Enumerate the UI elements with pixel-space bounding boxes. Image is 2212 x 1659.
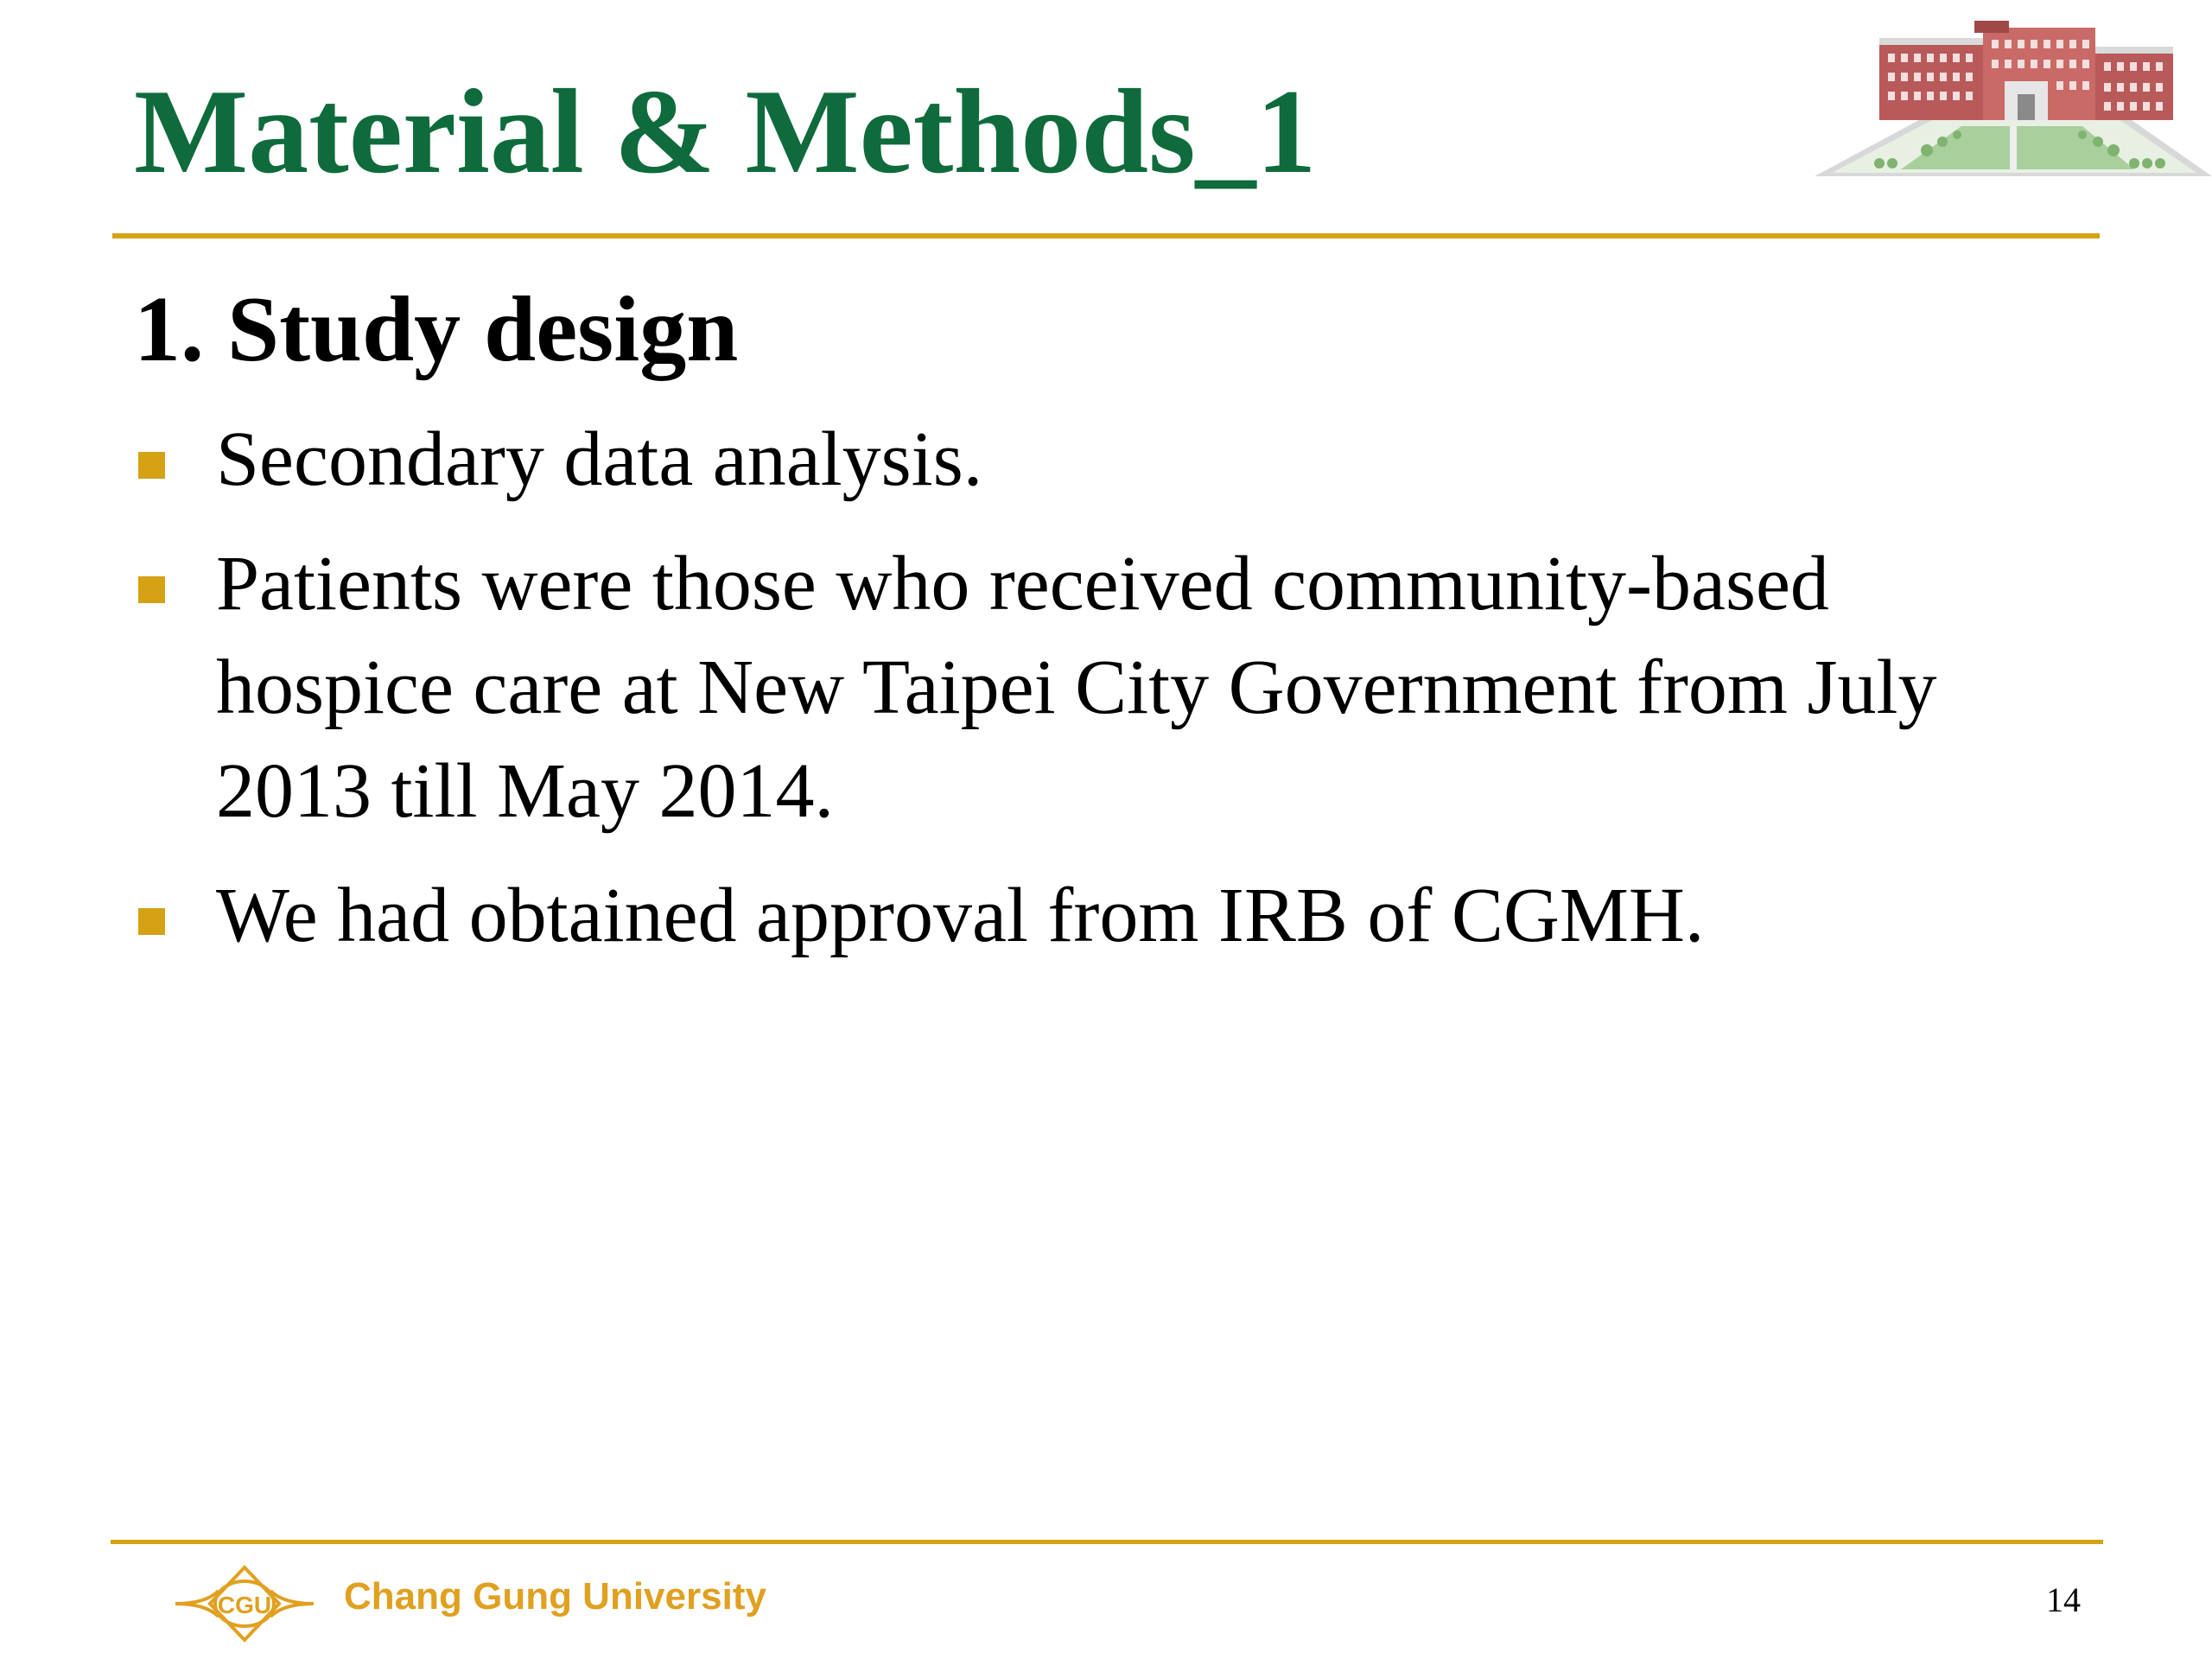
header-divider (112, 233, 2100, 238)
bullet-item (134, 864, 2087, 968)
cgu-logo-icon (171, 1560, 318, 1647)
bullet-text: Secondary data analysis. (216, 416, 983, 502)
bullet-item (134, 408, 2087, 512)
bullet-item (134, 532, 2087, 843)
bullet-text: We had obtained approval from IRB of CGMH. (216, 873, 1705, 958)
section-heading: 1. Study design (134, 278, 739, 381)
campus-building-illustration (1797, 12, 2212, 185)
page-number: 14 (2046, 1580, 2081, 1619)
square-bullet-icon (138, 576, 165, 603)
university-name: Chang Gung University (344, 1575, 766, 1618)
footer-divider (111, 1540, 2103, 1544)
square-bullet-icon (138, 452, 165, 479)
svg-text:CGU: CGU (217, 1592, 272, 1618)
square-bullet-icon (138, 908, 165, 935)
bullet-list (134, 408, 2087, 988)
bullet-text: Patients were those who received community-based hospice care at New Taipei City Government from July 2013 till May 2014. (216, 541, 1937, 834)
slide-title: Material & Methods_1 (134, 65, 1317, 199)
